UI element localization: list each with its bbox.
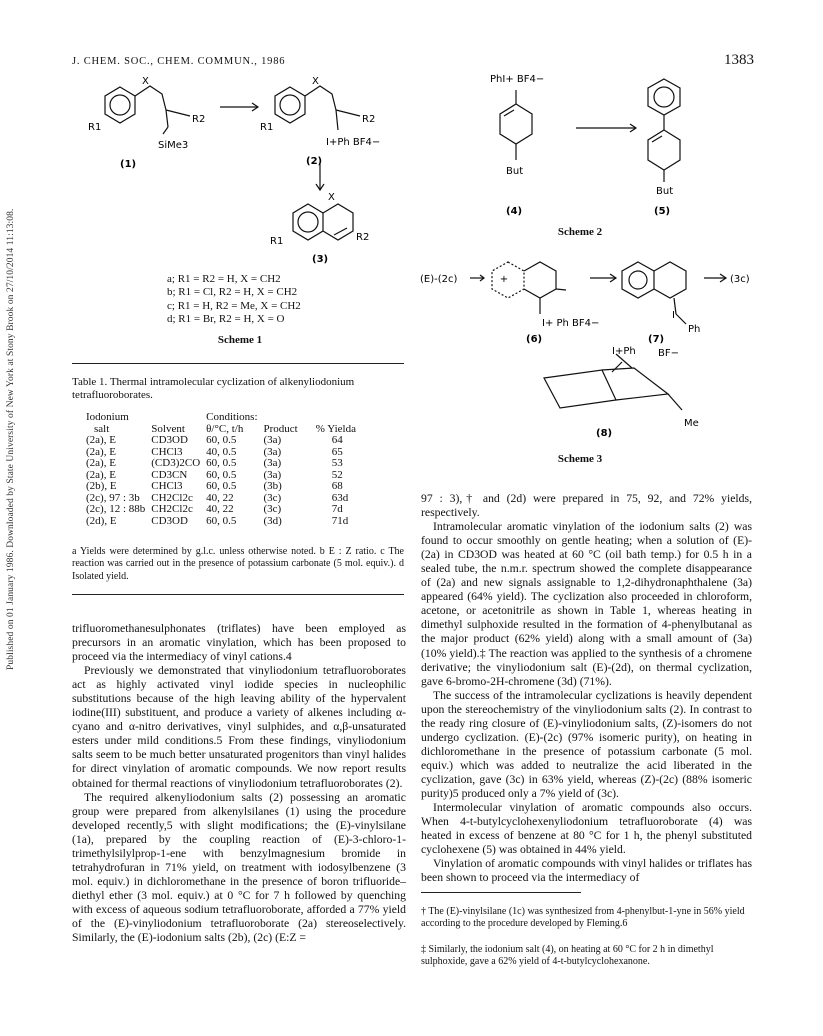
r1-label-1: R1	[88, 122, 102, 133]
compound-8-label: (8)	[596, 428, 613, 439]
compound-6-label: (6)	[526, 334, 543, 345]
paragraph: The required alkenyliodonium salts (2) possessing an aromatic group were prepared from alkenylsilanes (1) using the procedure developed recently,5 with slight modifications; the (E)-vinylsilane (1a), prepared by the coupling reaction of (E)-3-chloro-1-trimethylsilylprop-1-ene with benzylmagnesium bromide in tetrahydrofuran in 71% yield, on treatment with iodosylbenzene (3 mol. equiv.) in dichloromethane in the presence of boron trifluoride–diethyl ether (3 mol. equiv.) at 0 °C for 7 h followed by quenching with excess of aqueous sodium tetrafluoroborate, afforded a 77% yield of the (E)-vinyliodonium tetrafluoroborate (2a) stereoselectively. Similarly, the (E)-iodonium salts (2b), (2c) (E:Z =	[72, 790, 406, 945]
table-header-conditions: Conditions:	[206, 411, 258, 423]
compound-7-label: (7)	[648, 334, 665, 345]
x-label-3: X	[328, 192, 335, 203]
table-top-rule	[72, 363, 404, 364]
table-header-product: Product	[263, 422, 298, 435]
table-row: (2a), E CD3CN 60, 0.5 (3a) 52	[86, 468, 343, 481]
table-header-yield: % Yielda	[315, 422, 356, 435]
footnote-dagger: † The (E)-vinylsilane (1c) was synthesized from 4-phenylbut-1-yne in 56% yield according to the procedure developed by Fleming.6	[421, 906, 745, 930]
right-column-text	[421, 492, 752, 885]
ph-label-7: Ph	[688, 324, 701, 335]
r1-label-2: R1	[260, 122, 274, 133]
download-watermark	[0, 150, 22, 670]
scheme1-figure	[80, 72, 410, 292]
twisted-ring-8	[544, 370, 616, 408]
benzene-ring-7	[622, 262, 654, 298]
table-bottom-rule	[72, 594, 404, 595]
x-label-1: X	[142, 76, 149, 87]
paragraph: 97 : 3),† and (2d) were prepared in 75, 92, and 72% yields, respectively.	[421, 492, 752, 520]
bf-label-8: BF−	[658, 348, 679, 359]
left-column-text	[72, 622, 406, 945]
paragraph: Vinylation of aromatic compounds with vinyl halides or triflates has been shown to proceed via the intermediacy of	[421, 857, 753, 885]
compound-3-label: (3)	[312, 254, 329, 265]
aromatic-circle-3	[298, 212, 318, 232]
running-header: J. CHEM. SOC., CHEM. COMMUN., 1986	[72, 56, 286, 67]
cyclohexene-ring-5	[648, 130, 680, 170]
compound-5-label: (5)	[654, 206, 671, 217]
me-label-8: Me	[684, 418, 699, 429]
table-header-solvent: Solvent	[151, 422, 185, 435]
compound-4-label: (4)	[506, 206, 523, 217]
footnote-double-dagger: ‡ Similarly, the iodonium salt (4), on heating at 60 °C for 2 h in dimethyl sulphoxide, gave a 62% yield of 4-t-butylcyclohexanone.	[421, 944, 714, 968]
but-label-4: But	[506, 166, 524, 177]
r2-label-2: R2	[362, 114, 376, 125]
paragraph: Intramolecular aromatic vinylation of the iodonium salts (2) was found to occur smoothly on gentle heating; when a solution of (E)-(2a) in CD3OD was heated at 60 °C (oil bath temp.) for 0.5 h in a sealed tube, the n.m.r. spectrum showed the complete disappearance of (2a) and new signals assignable to 1,2-dihydronaphthalene (3a) appeared (64% yield). The cyclization also proceeded in chloroform, acetone, or acetonitrile as shown in Table 1, whereas heating in dimethyl sulphoxide resulted in the formation of 4-phenylbutanal as the major product (62% yield) along with a small amount of (3a) (10% yield).‡ The reaction was applied to the synthesis of a chromene derivative; the vinyliodonium salt (E)-(2d), on thermal cyclization, gave 6-bromo-2H-chromene (3d) (71%).	[421, 520, 752, 688]
scheme3-figure	[420, 250, 760, 450]
table-header-salt: Iodonium	[86, 411, 129, 423]
svg-text:+: +	[499, 274, 509, 285]
aromatic-circle-1	[110, 95, 130, 115]
table-header-salt2: salt	[94, 422, 110, 435]
iodonium-label: I+Ph BF4−	[326, 137, 381, 148]
paragraph: Previously we demonstrated that vinyliodonium tetrafluoroborates act as highly activated vinyl iodide species in nucleophilic substitutions because of the high leaving ability of the hypervalent iodine(III) substituent, and produce a variety of alkenes including α-cyano and α-nitro derivatives, vinyl sulphides, and α,β-unsaturated esters under mild conditions.5 From these findings, vinyliodonium salts seem to be much better unsaturated progenitors than vinyl halides for direct vinylation of aromatic compounds. We now report results obtained for thermal reactions of vinyliodonium tetrafluoroborates (2).	[72, 664, 406, 790]
end-label: (3c)	[730, 274, 750, 285]
table-row: (2b), E CHCl3 60, 0.5 (3b) 68	[86, 480, 343, 492]
r2-label-1: R2	[192, 114, 206, 125]
watermark-text: Published on 01 January 1986. Downloaded by State University of New York at Stony Brook on 27/10/2014 11:13:08.	[6, 208, 16, 670]
i-label-7: I	[672, 310, 675, 321]
iodonium-salt-label-6: I+ Ph BF4−	[542, 318, 600, 329]
paragraph: Intermolecular vinylation of aromatic compounds also occurs. When 4-t-butylcyclohexenyliodonium tetrafluoroborate (4) was heated in excess of benzene at 80 °C for 1 h, the phenyl substituted cyclohexene (5) was obtained in 44% yield.	[421, 801, 752, 857]
table1	[86, 412, 362, 527]
scheme1-legend	[167, 273, 301, 327]
table-row: (2a), E CHCl3 40, 0.5 (3a) 65	[86, 445, 343, 458]
table-row: (2a), E (CD3)2CO 60, 0.5 (3a) 53	[86, 457, 343, 469]
legend-d: d; R1 = Br, R2 = H, X = O	[167, 313, 285, 326]
but-label-5: But	[656, 186, 674, 197]
scheme1-caption: Scheme 1	[217, 334, 263, 346]
footnote-rule	[421, 892, 581, 893]
table1-footnote: a Yields were determined by g.l.c. unless otherwise noted. b E : Z ratio. c The reaction was carried out in the presence of potassium carbonate (5 mol. equiv.). d Isolated yield.	[72, 546, 404, 582]
legend-c: c; R1 = H, R2 = Me, X = CH2	[167, 299, 301, 312]
scheme2-caption: Scheme 2	[557, 226, 603, 238]
paragraph: The success of the intramolecular cyclizations is heavily dependent upon the stereochemistry of the vinyliodonium salts (2). In contrast to the ready ring closure of (E)-vinyliodonium salts, (Z)-isomers do not undergo cyclization. (E)-(2c) (97% isomeric purity), on heating in dichloromethane in the presence of potassium carbonate (5 mol. equiv.) which was added to neutralize the acid liberated in the cyclization, gave (3c) in 63% yield, whereas (Z)-(2c) (88% isomeric purity)5 produced only a 7% yield of (3c).	[421, 688, 752, 800]
scheme3-caption: Scheme 3	[557, 453, 603, 465]
iodonium-salt-label: PhI+ BF4−	[490, 74, 545, 85]
compound-2-label: (2)	[306, 156, 323, 167]
table-row: (2c), 12 : 88b CH2Cl2c 40, 22 (3c) 7d	[86, 503, 343, 515]
table-row: (2c), 97 : 3b CH2Cl2c 40, 22 (3c) 63d	[86, 491, 349, 504]
page-number: 1383	[724, 52, 754, 68]
aromatic-circle-2	[280, 95, 300, 115]
paragraph: trifluoromethanesulphonates (triflates) have been employed as precursors in an aromatic vinylation, which has been proposed to proceed via the intermediacy of vinyl cations.4	[72, 622, 406, 664]
legend-b: b; R1 = Cl, R2 = H, X = CH2	[167, 286, 298, 299]
x-label-2: X	[312, 76, 319, 87]
compound-1-label: (1)	[120, 159, 137, 170]
r1-label-3: R1	[270, 236, 284, 247]
start-label: (E)-(2c)	[420, 274, 458, 285]
phenyl-ring-5	[648, 79, 680, 115]
r2-label-3: R2	[356, 232, 370, 243]
cyclohexene-ring-4	[500, 104, 532, 144]
table-row: (2d), E CD3OD 60, 0.5 (3d) 71d	[86, 514, 349, 527]
iph-label-8: I+Ph	[612, 346, 636, 357]
legend-a: a; R1 = R2 = H, X = CH2	[167, 273, 281, 285]
sime3-label: SiMe3	[158, 140, 189, 151]
table-header-temp-time: θ/°C, t/h	[206, 422, 244, 435]
table1-title: Table 1. Thermal intramolecular cyclization of alkenyliodonium tetrafluoroborates.	[72, 376, 355, 401]
table-row: (2a), E CD3OD 60, 0.5 (3a) 64	[86, 434, 343, 446]
